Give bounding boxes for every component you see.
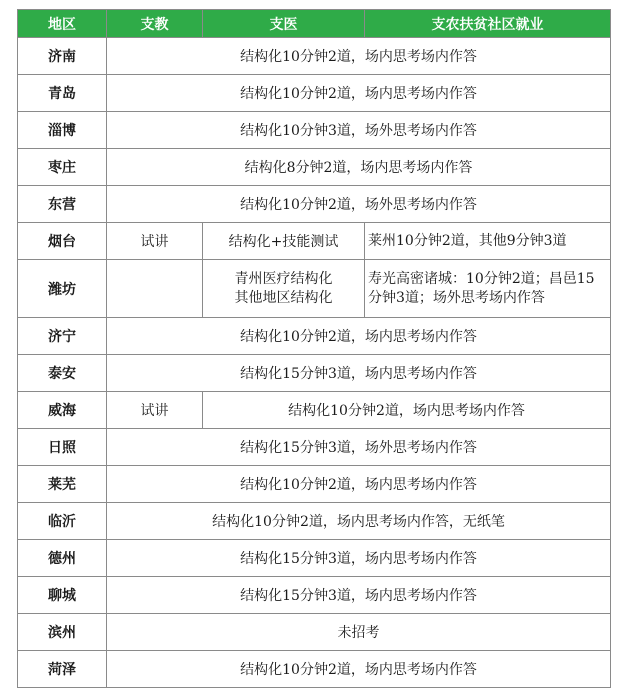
teaching-cell: 试讲 (107, 392, 203, 429)
table-row (18, 429, 611, 466)
region-cell: 青岛 (18, 75, 107, 112)
format-cell: 结构化8分钟2道，场内思考场内作答 (107, 149, 611, 186)
region-cell: 枣庄 (18, 149, 107, 186)
table-row (18, 651, 611, 688)
format-cell: 结构化10分钟2道，场内思考场内作答 (107, 75, 611, 112)
medical-line: 青州医疗结构化 (234, 270, 333, 287)
table-row (18, 75, 611, 112)
table-row (18, 149, 611, 186)
region-cell: 济南 (18, 38, 107, 75)
region-cell: 淄博 (18, 112, 107, 149)
table-row (18, 186, 611, 223)
header-agri-poverty-community: 支农扶贫社区就业 (365, 10, 611, 38)
format-cell: 结构化10分钟2道，场内思考场内作答 (107, 651, 611, 688)
region-cell: 济宁 (18, 318, 107, 355)
region-cell: 潍坊 (18, 260, 107, 318)
header-teaching: 支教 (107, 10, 203, 38)
table-row (18, 577, 611, 614)
table-row (18, 614, 611, 651)
format-cell: 未招考 (107, 614, 611, 651)
agri-line: 分钟3道；场外思考场内作答 (368, 289, 545, 306)
region-cell: 威海 (18, 392, 107, 429)
header-region: 地区 (18, 10, 107, 38)
agri-line: 寿光高密诸城：10分钟2道；昌邑15 (368, 270, 595, 287)
agri-cell: 莱州10分钟2道，其他9分钟3道 (365, 223, 611, 260)
region-cell: 东营 (18, 186, 107, 223)
region-cell: 临沂 (18, 503, 107, 540)
format-cell: 结构化10分钟2道，场内思考场内作答 (107, 466, 611, 503)
region-cell: 德州 (18, 540, 107, 577)
format-cell: 结构化10分钟2道，场内思考场内作答 (107, 318, 611, 355)
format-cell: 结构化10分钟2道，场内思考场内作答 (107, 38, 611, 75)
medical-cell: 结构化+技能测试 (203, 223, 365, 260)
agri-cell (365, 260, 611, 318)
table-row (18, 355, 611, 392)
format-cell: 结构化10分钟2道，场内思考场内作答，无纸笔 (107, 503, 611, 540)
format-cell: 结构化15分钟3道，场外思考场内作答 (107, 429, 611, 466)
teaching-cell: 试讲 (107, 223, 203, 260)
region-cell: 菏泽 (18, 651, 107, 688)
table-row (18, 38, 611, 75)
format-cell: 结构化15分钟3道，场内思考场内作答 (107, 540, 611, 577)
medical-cell (203, 260, 365, 318)
format-cell: 结构化15分钟3道，场内思考场内作答 (107, 355, 611, 392)
teaching-cell-empty (107, 260, 203, 318)
header-row (18, 10, 611, 38)
table-row (18, 392, 611, 429)
table-row (18, 112, 611, 149)
region-cell: 泰安 (18, 355, 107, 392)
format-cell: 结构化10分钟2道，场内思考场内作答 (203, 392, 611, 429)
region-cell: 莱芜 (18, 466, 107, 503)
table-row (18, 503, 611, 540)
format-cell: 结构化15分钟3道，场内思考场内作答 (107, 577, 611, 614)
region-cell: 烟台 (18, 223, 107, 260)
region-cell: 滨州 (18, 614, 107, 651)
table-row (18, 260, 611, 318)
header-medical: 支医 (203, 10, 365, 38)
medical-line: 其他地区结构化 (234, 289, 333, 306)
table-row (18, 223, 611, 260)
exam-format-table (17, 9, 611, 688)
region-cell: 聊城 (18, 577, 107, 614)
table-row (18, 466, 611, 503)
format-cell: 结构化10分钟2道，场外思考场内作答 (107, 186, 611, 223)
table-row (18, 540, 611, 577)
table-row (18, 318, 611, 355)
format-cell: 结构化10分钟3道，场外思考场内作答 (107, 112, 611, 149)
region-cell: 日照 (18, 429, 107, 466)
